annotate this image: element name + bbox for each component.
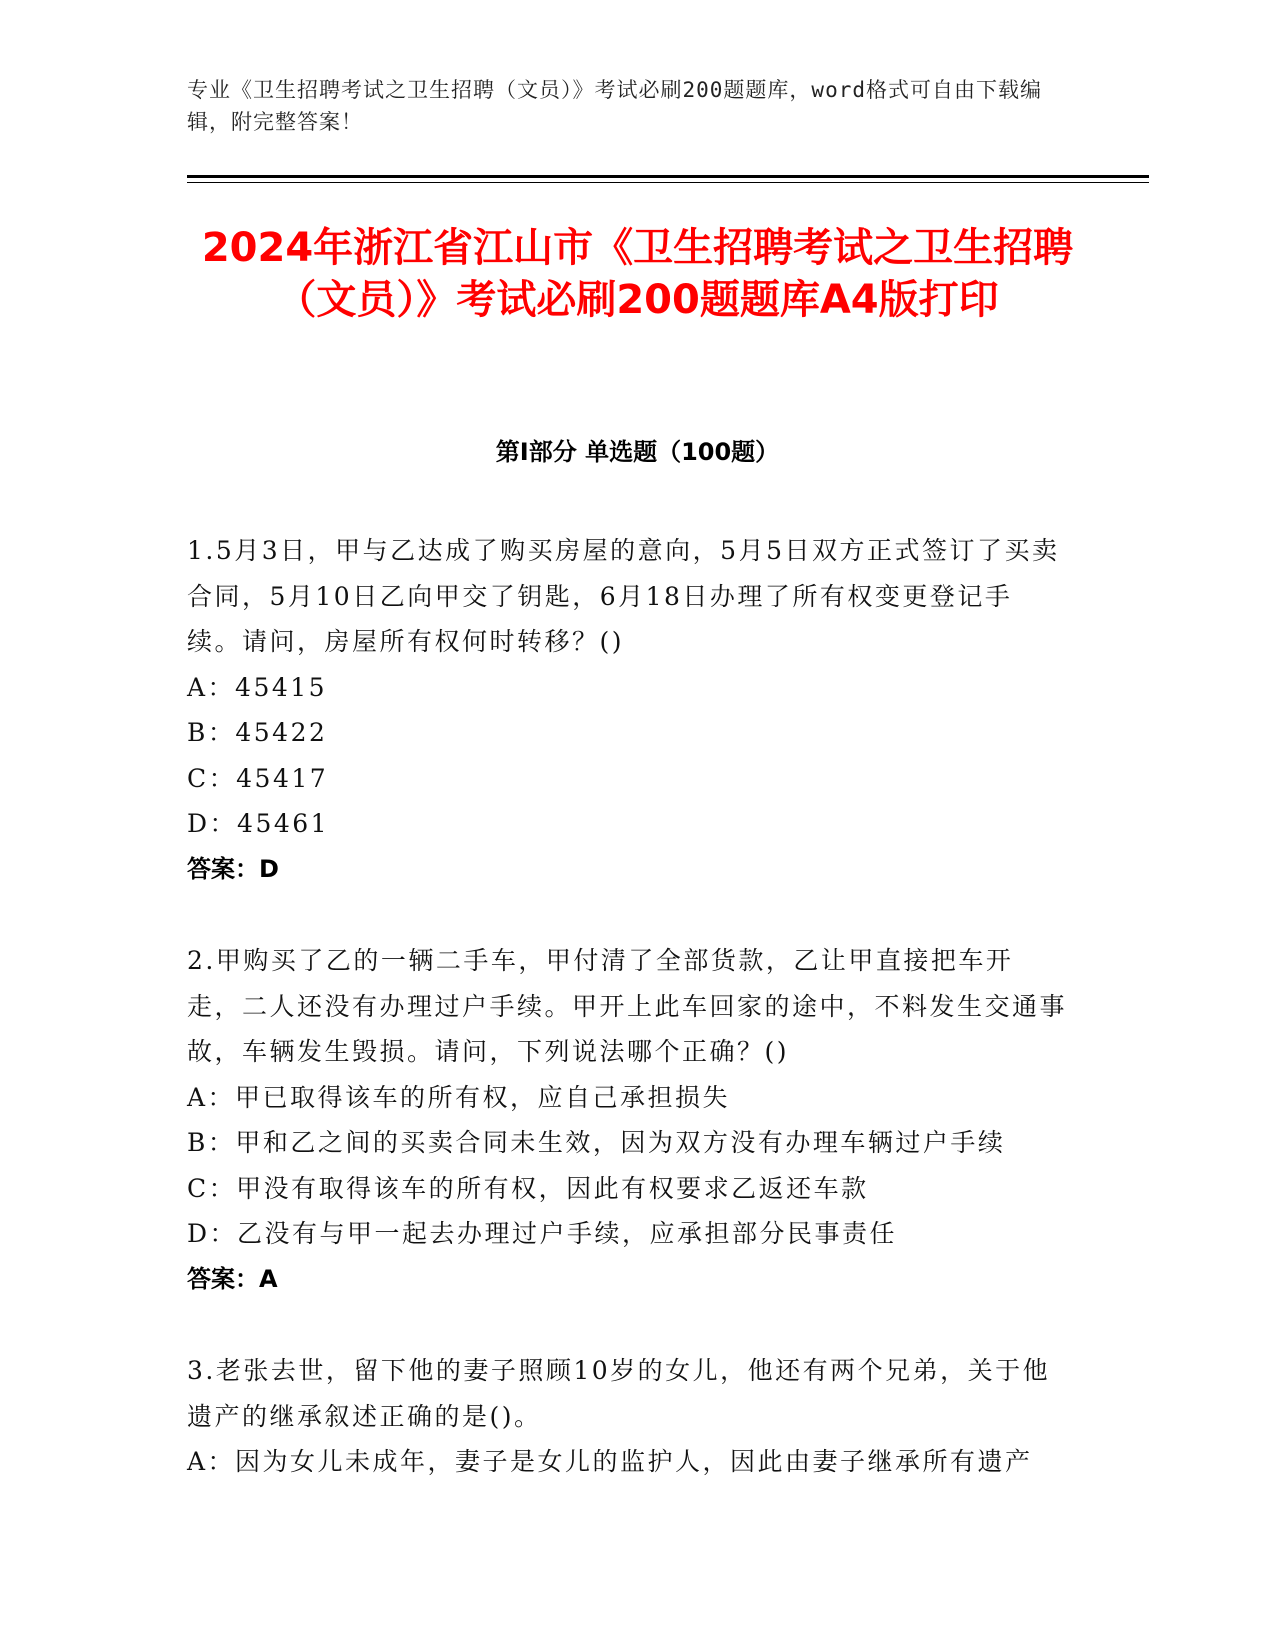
question-stem: 3.老张去世，留下他的妻子照顾10岁的女儿，他还有两个兄弟，关于他遗产的继承叙述正确的是()。 [187, 1356, 1051, 1431]
question-stem: 1.5月3日，甲与乙达成了购买房屋的意向，5月5日双方正式签订了买卖合同，5月10日乙向甲交了钥匙，6月18日办理了所有权变更登记手续。请问，房屋所有权何时转移？() [187, 536, 1060, 656]
header-divider-thin [187, 182, 1149, 183]
option-d: D：45461 [187, 809, 330, 838]
section-title: 第Ⅰ部分 单选题（100题） [495, 438, 780, 466]
header-divider-thick [187, 175, 1149, 178]
question-list [187, 528, 1067, 1531]
option-b: B：45422 [187, 718, 328, 747]
option-c: C：甲没有取得该车的所有权，因此有权要求乙返还车款 [187, 1173, 869, 1203]
option-c: C：45417 [187, 763, 329, 793]
option-a: A：甲已取得该车的所有权，应自己承担损失 [187, 1082, 731, 1112]
header-note: 专业《卫生招聘考试之卫生招聘（文员）》考试必刷200题题库，word格式可自由下载编辑，附完整答案！ [187, 78, 1042, 134]
question-3 [187, 1348, 1067, 1485]
question-2 [187, 938, 1067, 1302]
answer-label: 答案：D [187, 854, 279, 883]
option-a: A：因为女儿未成年，妻子是女儿的监护人，因此由妻子继承所有遗产 [187, 1447, 1033, 1476]
option-d: D：乙没有与甲一起去办理过户手续，应承担部分民事责任 [187, 1219, 898, 1248]
answer-label: 答案：A [187, 1264, 278, 1293]
option-a: A：45415 [187, 672, 328, 702]
option-b: B：甲和乙之间的买卖合同未生效，因为双方没有办理车辆过户手续 [187, 1128, 1006, 1157]
document-title: 2024年浙江省江山市《卫生招聘考试之卫生招聘（文员）》考试必刷200题题库A4版打印 [201, 225, 1074, 323]
question-1 [187, 528, 1067, 892]
question-stem: 2.甲购买了乙的一辆二手车，甲付清了全部货款，乙让甲直接把车开走，二人还没有办理过户手续。甲开上此车回家的途中，不料发生交通事故，车辆发生毁损。请问，下列说法哪个正确？() [187, 946, 1068, 1066]
